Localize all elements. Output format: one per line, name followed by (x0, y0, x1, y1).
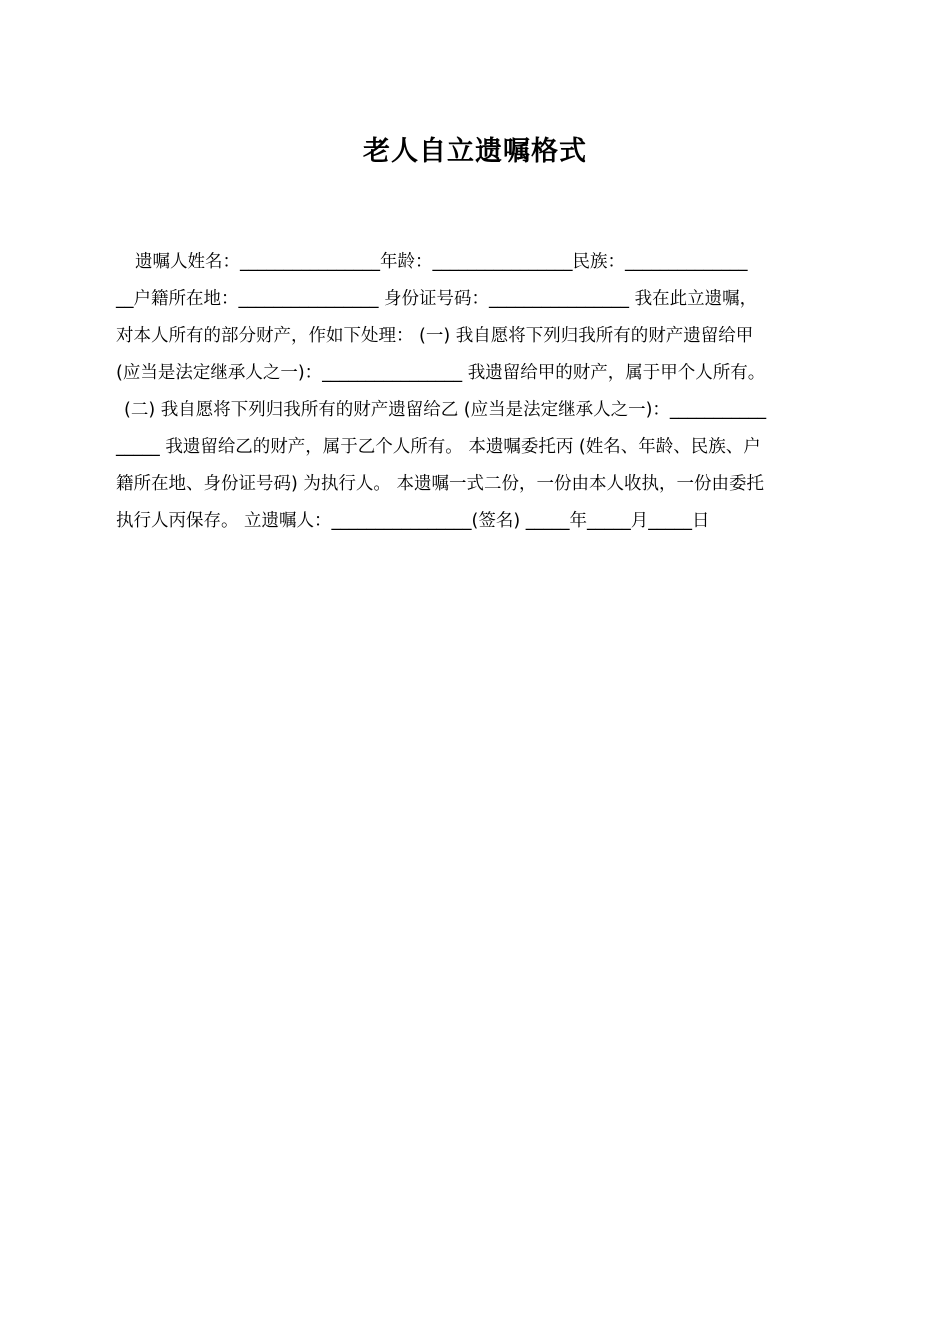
text-line: (二) 我自愿将下列归我所有的财产遗留给乙 (应当是法定继承人之一)：___________ (124, 400, 767, 420)
text-line: 对本人所有的部分财产，作如下处理： (一) 我自愿将下列归我所有的财产遗留给甲 (116, 326, 754, 346)
text-line: 执行人丙保存。 立遗嘱人：________________(签名) _____年_____月_____日 (116, 511, 710, 531)
will-body-text (116, 244, 836, 540)
text-line: 遗嘱人姓名：________________年龄：________________民族：______________ (135, 252, 748, 272)
text-line: 籍所在地、身份证号码) 为执行人。 本遗嘱一式二份，一份由本人收执，一份由委托 (116, 474, 764, 494)
document-title: 老人自立遗嘱格式 (363, 136, 587, 167)
text-line: _____ 我遗留给乙的财产，属于乙个人所有。 本遗嘱委托丙 (姓名、年龄、民族、户 (116, 437, 761, 457)
text-line: __户籍所在地：________________ 身份证号码：________________ 我在此立遗嘱， (116, 289, 758, 309)
text-line: (应当是法定继承人之一)：________________ 我遗留给甲的财产，属于甲个人所有。 (116, 363, 766, 383)
